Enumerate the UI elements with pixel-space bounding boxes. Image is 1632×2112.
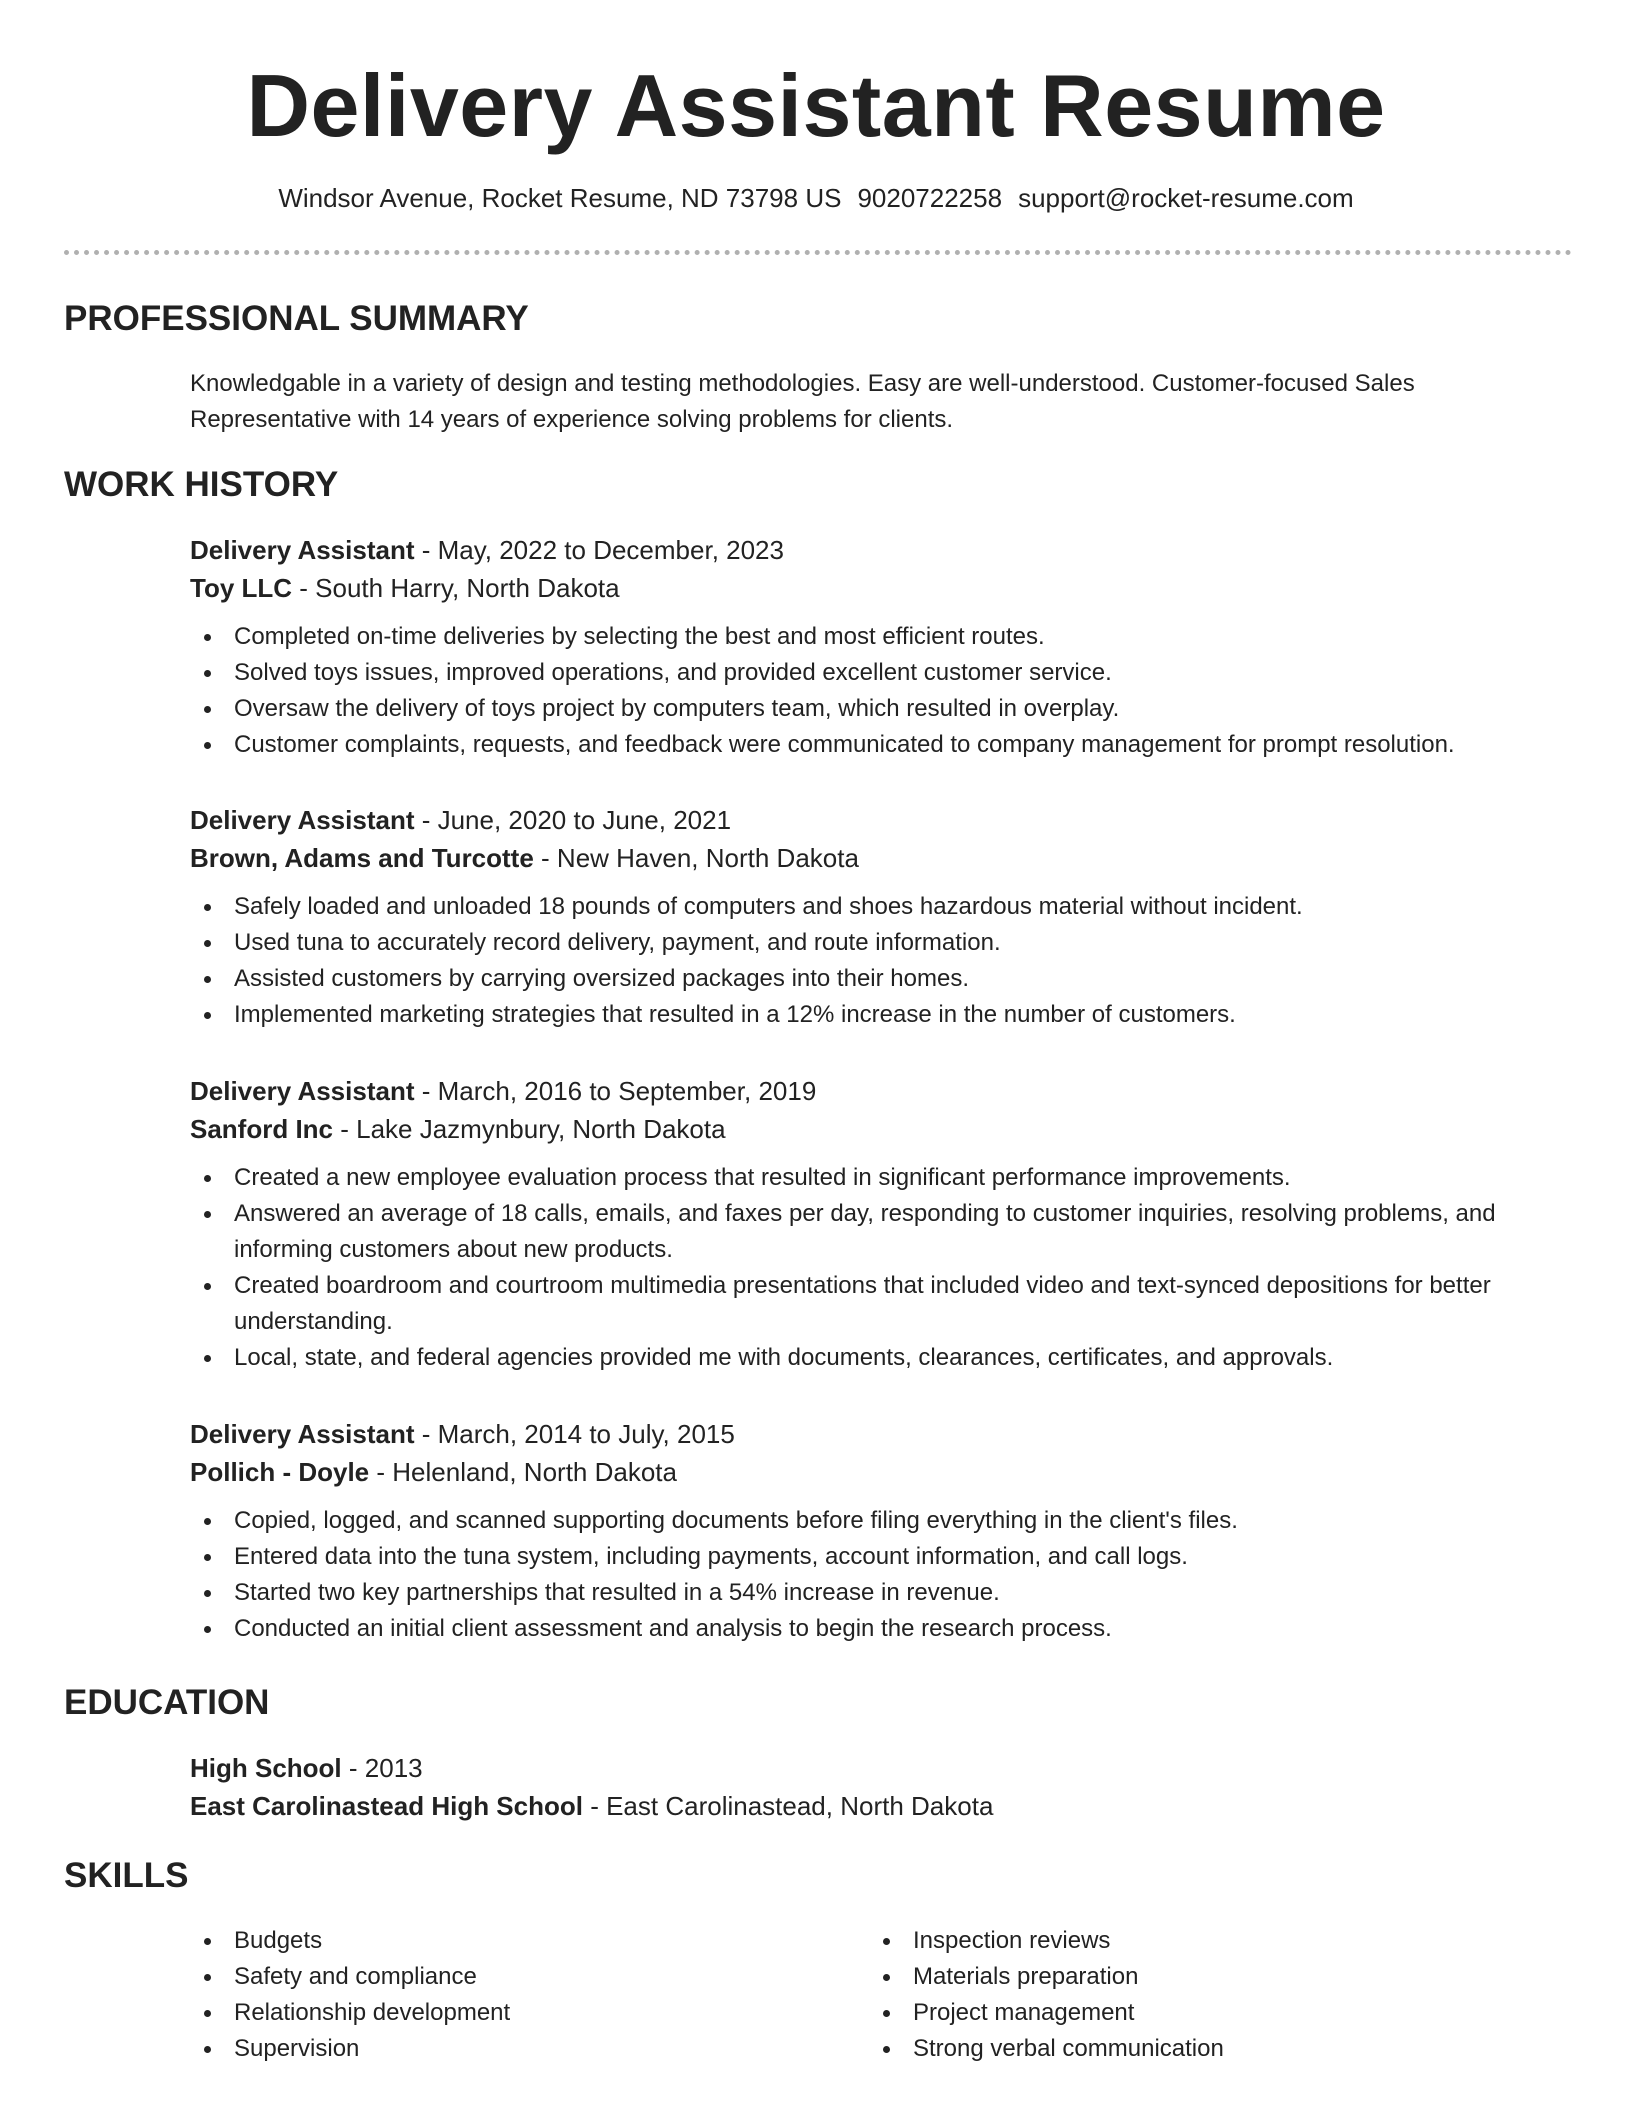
job-location: - Helenland, North Dakota xyxy=(369,1457,677,1487)
job-company: Brown, Adams and Turcotte xyxy=(190,843,534,873)
skill-item: Supervision xyxy=(190,2031,790,2067)
job-bullet: Safely loaded and unloaded 18 pounds of computers and shoes hazardous material without incident. xyxy=(190,889,1570,925)
header-divider xyxy=(64,250,1572,255)
job-title-line xyxy=(190,531,1570,569)
job-bullets xyxy=(190,1160,1570,1376)
education-entry xyxy=(190,1749,1570,1825)
education-heading: EDUCATION xyxy=(64,1683,270,1722)
job-bullet: Assisted customers by carrying oversized packages into their homes. xyxy=(190,961,1570,997)
job-entry xyxy=(190,1415,1570,1647)
job-title-line xyxy=(190,1072,1570,1110)
job-bullet: Entered data into the tuna system, including payments, account information, and call logs. xyxy=(190,1539,1570,1575)
skill-item: Materials preparation xyxy=(869,1959,1469,1995)
job-location: - New Haven, North Dakota xyxy=(533,843,859,873)
job-company-line xyxy=(190,839,1570,877)
skills-list xyxy=(869,1923,1469,2067)
skill-item: Strong verbal communication xyxy=(869,2031,1469,2067)
contact-line xyxy=(0,183,1632,214)
job-title: Delivery Assistant xyxy=(190,1076,415,1106)
skill-item: Budgets xyxy=(190,1923,790,1959)
job-bullet: Copied, logged, and scanned supporting documents before filing everything in the client's files. xyxy=(190,1503,1570,1539)
contact-address: Windsor Avenue, Rocket Resume, ND 73798 US xyxy=(278,183,842,213)
job-entry xyxy=(190,1072,1570,1376)
job-company: Sanford Inc xyxy=(190,1114,334,1144)
contact-email: support@rocket-resume.com xyxy=(1018,183,1354,213)
skill-item: Safety and compliance xyxy=(190,1959,790,1995)
education-school: East Carolinastead High School xyxy=(190,1791,583,1821)
resume-title: Delivery Assistant Resume xyxy=(246,56,1386,155)
job-bullet: Conducted an initial client assessment and analysis to begin the research process. xyxy=(190,1611,1570,1647)
job-company-line xyxy=(190,1110,1570,1148)
job-company: Pollich - Doyle xyxy=(190,1457,370,1487)
job-bullet: Started two key partnerships that resulted in a 54% increase in revenue. xyxy=(190,1575,1570,1611)
job-bullet: Completed on-time deliveries by selecting the best and most efficient routes. xyxy=(190,619,1570,655)
job-bullet: Customer complaints, requests, and feedback were communicated to company management for prompt resolution. xyxy=(190,727,1570,763)
job-bullet: Local, state, and federal agencies provided me with documents, clearances, certificates, and approvals. xyxy=(190,1340,1570,1376)
skill-item: Project management xyxy=(869,1995,1469,2031)
skills-column-right xyxy=(869,1923,1469,2067)
contact-phone: 9020722258 xyxy=(857,183,1003,213)
education-degree-line xyxy=(190,1749,1570,1787)
education-location: - East Carolinastead, North Dakota xyxy=(582,1791,994,1821)
summary-heading: PROFESSIONAL SUMMARY xyxy=(64,299,529,338)
education-school-line xyxy=(190,1787,1570,1825)
skill-item: Relationship development xyxy=(190,1995,790,2031)
job-title-line xyxy=(190,1415,1570,1453)
skills-list xyxy=(190,1923,790,2067)
job-dates: - March, 2014 to July, 2015 xyxy=(414,1419,735,1449)
skills-column-left xyxy=(190,1923,790,2067)
job-bullets xyxy=(190,619,1570,763)
skills-heading: SKILLS xyxy=(64,1856,189,1895)
job-title-line xyxy=(190,801,1570,839)
job-title: Delivery Assistant xyxy=(190,805,415,835)
job-bullet: Implemented marketing strategies that resulted in a 12% increase in the number of customers. xyxy=(190,997,1570,1033)
job-dates: - June, 2020 to June, 2021 xyxy=(414,805,732,835)
work-history-heading: WORK HISTORY xyxy=(64,465,339,504)
job-bullet: Answered an average of 18 calls, emails, and faxes per day, responding to customer inquiries, resolving problems, and informing customers about new products. xyxy=(190,1196,1570,1268)
job-bullet: Created boardroom and courtroom multimedia presentations that included video and text-synced depositions for better understanding. xyxy=(190,1268,1570,1340)
job-dates: - March, 2016 to September, 2019 xyxy=(414,1076,817,1106)
job-company-line xyxy=(190,1453,1570,1491)
job-bullet: Solved toys issues, improved operations, and provided excellent customer service. xyxy=(190,655,1570,691)
job-bullet: Oversaw the delivery of toys project by computers team, which resulted in overplay. xyxy=(190,691,1570,727)
job-bullets xyxy=(190,1503,1570,1647)
job-bullet: Used tuna to accurately record delivery, payment, and route information. xyxy=(190,925,1570,961)
job-entry xyxy=(190,801,1570,1033)
job-title: Delivery Assistant xyxy=(190,535,415,565)
job-location: - Lake Jazmynbury, North Dakota xyxy=(333,1114,726,1144)
job-dates: - May, 2022 to December, 2023 xyxy=(414,535,784,565)
skill-item: Inspection reviews xyxy=(869,1923,1469,1959)
job-bullet: Created a new employee evaluation process that resulted in significant performance improvements. xyxy=(190,1160,1570,1196)
job-bullets xyxy=(190,889,1570,1033)
job-company: Toy LLC xyxy=(190,573,293,603)
job-title: Delivery Assistant xyxy=(190,1419,415,1449)
education-year: - 2013 xyxy=(341,1753,423,1783)
job-location: - South Harry, North Dakota xyxy=(292,573,620,603)
job-company-line xyxy=(190,569,1570,607)
summary-text: Knowledgable in a variety of design and testing methodologies. Easy are well-understood. Customer-focused Sales Representative with 14 years of experience solving problems for clients. xyxy=(190,370,1415,433)
job-entry xyxy=(190,531,1570,763)
education-degree: High School xyxy=(190,1753,342,1783)
